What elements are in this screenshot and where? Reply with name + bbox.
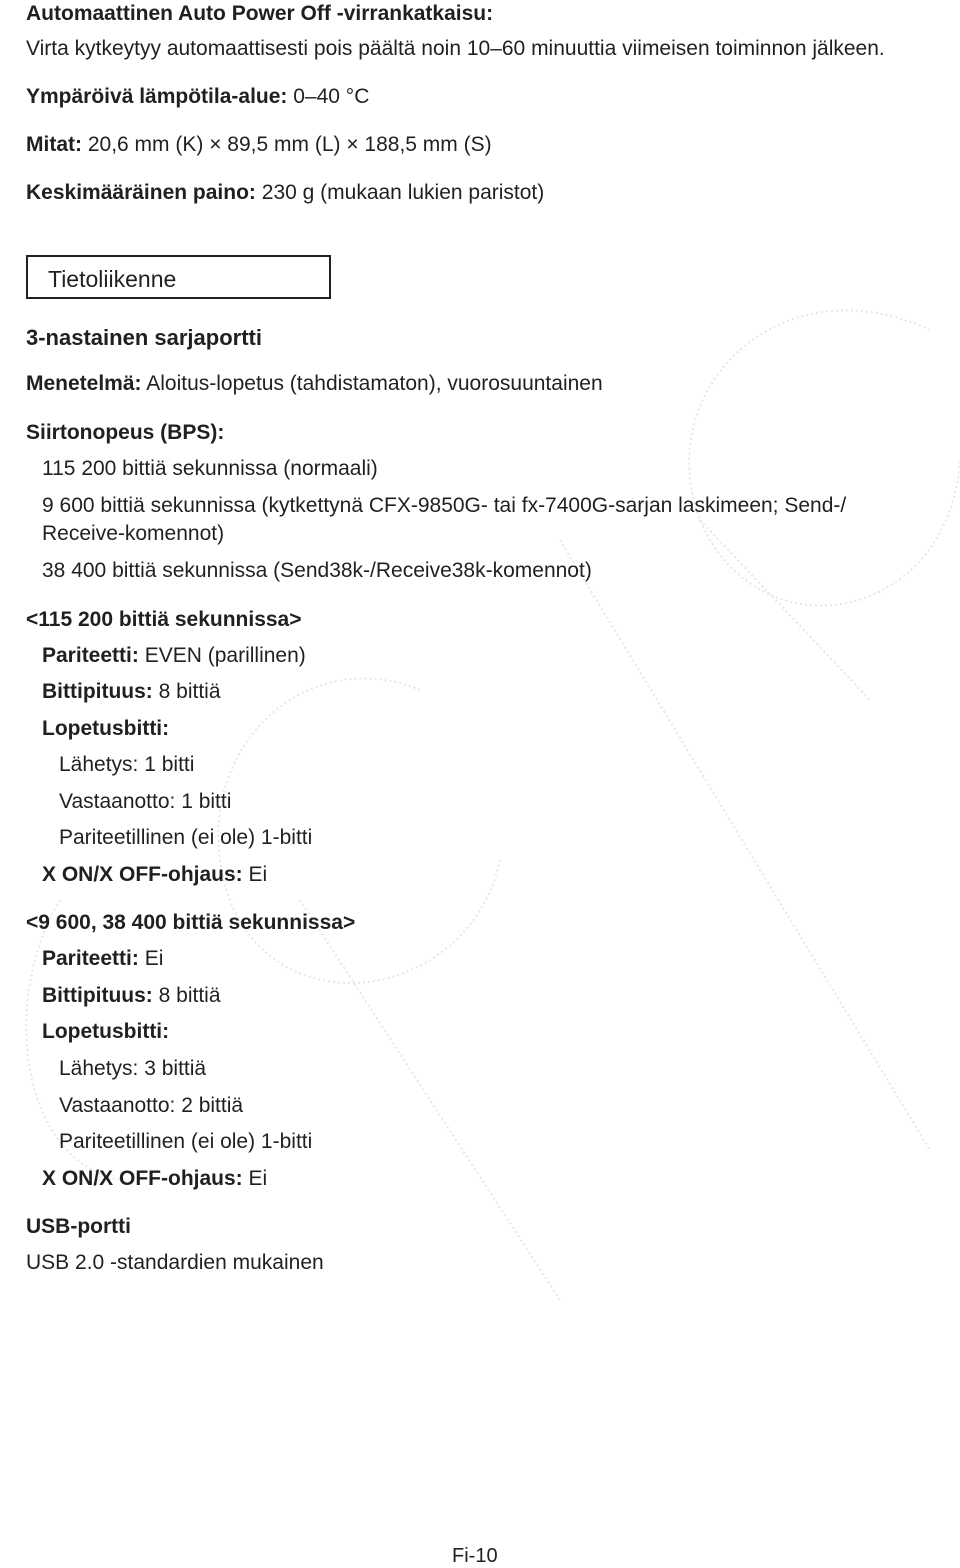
temperature-value: 0–40 °C (293, 85, 370, 108)
xon-xoff-row: X ON/X OFF-ohjaus: Ei (42, 863, 268, 886)
temperature-row (26, 84, 369, 110)
stop-bit-receive: Vastaanotto: 2 bittiä (59, 1094, 244, 1117)
dimensions-label: Mitat: (26, 133, 82, 156)
usb-port-heading: USB-portti (26, 1215, 131, 1238)
parity-row: Pariteetti: Ei (42, 947, 164, 970)
section-title: Tietoliikenne (48, 266, 177, 292)
mode-115200-heading: <115 200 bittiä sekunnissa> (26, 608, 302, 631)
section-title-box (26, 255, 331, 299)
method-label: Menetelmä: (26, 372, 142, 395)
bit-length-row: Bittipituus: 8 bittiä (42, 984, 221, 1007)
weight-value: 230 g (mukaan lukien paristot) (261, 181, 545, 204)
stop-bit-parity: Pariteetillinen (ei ole) 1-bitti (59, 826, 313, 849)
method-row (26, 371, 603, 397)
page-number: Fi-10 (452, 1545, 498, 1567)
dimensions-value: 20,6 mm (K) × 89,5 mm (L) × 188,5 mm (S) (87, 133, 492, 156)
parity-row: Pariteetti: EVEN (parillinen) (42, 644, 306, 667)
bit-length-row: Bittipituus: 8 bittiä (42, 680, 221, 703)
auto-power-off-label: Automaattinen Auto Power Off -virrankatkaisu: (26, 2, 494, 25)
mode-9600-heading: <9 600, 38 400 bittiä sekunnissa> (26, 911, 356, 934)
usb-port-value: USB 2.0 -standardien mukainen (26, 1251, 324, 1274)
stop-bit-send: Lähetys: 3 bittiä (59, 1057, 207, 1080)
dimensions-row (26, 132, 492, 158)
stop-bit-label: Lopetusbitti: (42, 1020, 170, 1043)
method-value: Aloitus-lopetus (tahdistamaton), vuorosuuntainen (146, 372, 603, 395)
auto-power-off-text: Virta kytkeytyy automaattisesti pois päältä noin 10–60 minuuttia viimeisen toiminnon jälkeen. (26, 37, 885, 60)
temperature-label: Ympäröivä lämpötila-alue: (26, 85, 288, 108)
stop-bit-send: Lähetys: 1 bitti (59, 753, 195, 776)
stop-bit-label: Lopetusbitti: (42, 717, 170, 740)
xon-xoff-row: X ON/X OFF-ohjaus: Ei (42, 1167, 268, 1190)
speed-item: 9 600 bittiä sekunnissa (kytkettynä CFX-9850G- tai fx-7400G-sarjan laskimeen; Send-/ (42, 494, 847, 517)
stop-bit-parity: Pariteetillinen (ei ole) 1-bitti (59, 1130, 313, 1153)
weight-row (26, 180, 544, 206)
speed-item-continued: Receive-komennot) (42, 522, 225, 545)
stop-bit-receive: Vastaanotto: 1 bitti (59, 790, 232, 813)
weight-label: Keskimääräinen paino: (26, 181, 256, 204)
speed-label: Siirtonopeus (BPS): (26, 421, 225, 444)
speed-item: 38 400 bittiä sekunnissa (Send38k-/Receive38k-komennot) (42, 559, 592, 582)
speed-item: 115 200 bittiä sekunnissa (normaali) (42, 457, 378, 480)
serial-port-heading: 3-nastainen sarjaportti (26, 325, 262, 350)
